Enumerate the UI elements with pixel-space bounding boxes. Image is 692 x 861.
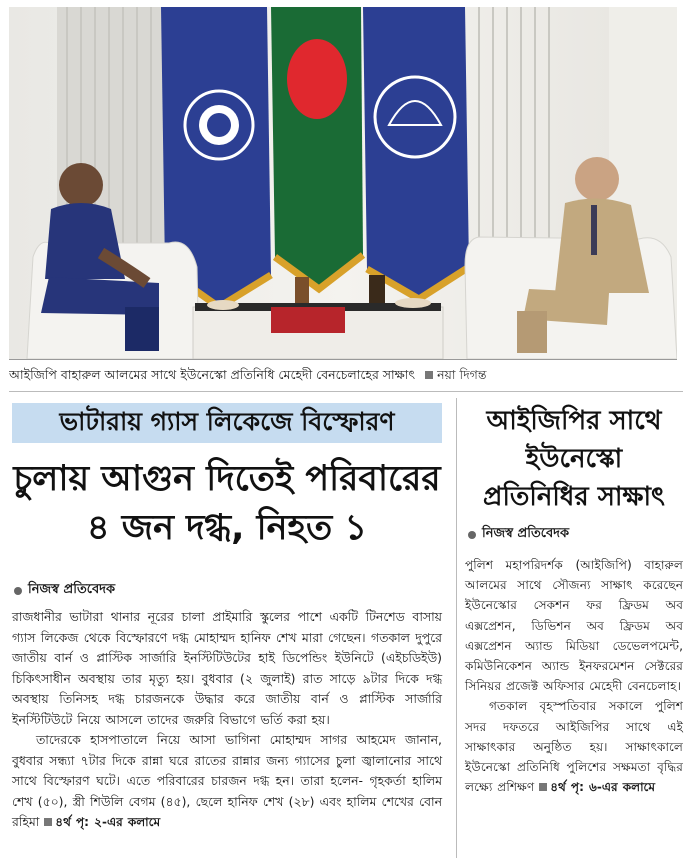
right-headline-line-3: প্রতিনিধির সাক্ষাৎ [483,482,665,512]
right-jump-text: ৪র্থ পৃ: ৬-এর কলামে [550,780,656,795]
horizontal-divider [9,391,683,392]
left-byline [14,580,115,601]
right-jump-link[interactable] [539,780,655,794]
photo-caption [9,366,685,384]
photo-credit: নয়া দিগন্ত [437,367,487,382]
news-photo [9,7,677,360]
bullet-icon [14,587,22,595]
kicker-text: ভাটারায় গ্যাস লিকেজে বিস্ফোরণ [59,406,395,436]
credit-square-icon [425,371,433,379]
left-jump-link[interactable] [44,815,160,829]
flag-police-right [363,7,469,299]
left-paragraph-1: রাজধানীর ভাটারা থানার নূরের চালা প্রাইমারি স্কুলের পাশে একটি টিনশেড বাসায় গ্যাস লিকেজ থেকে বিস্ফোরণে দগ্ধ মোহাম্মদ হানিফ শেখ মারা গেছেন। গতকাল দুপুরে জাতীয় বার্ন ও প্লাস্টিক সার্জারি ইনস্টিটিউটের হাই ডিপেন্ডিং ইউনিটে (এইচডিইউ) চিকিৎসাধীন অবস্থায় তার মৃত্যু হয়। বুধবার (২ জুলাই) রাত সাড়ে ৯টার দিকে দগ্ধ অবস্থায় তিনিসহ দগ্ধ চারজনকে উদ্ধার করে জাতীয় বার্ন ও প্লাস্টিক সার্জারি ইনস্টিটিউটে নিয়ে আসলে তাদের জরুরি বিভাগে ভর্তি করা হয়। [12,609,442,727]
caption-text: আইজিপি বাহারুল আলমের সাথে ইউনেস্কো প্রতিনিধি মেহেদী বেনচেলাহের সাক্ষাৎ [9,367,416,382]
bullet-icon [468,531,476,539]
right-headline-line-2: ইউনেস্কো [525,444,623,474]
jump-square-icon [539,783,547,791]
right-paragraph-2 [465,696,683,797]
right-byline [468,524,569,545]
jump-square-icon [44,818,52,826]
right-article-body [465,555,683,797]
right-byline-text: নিজস্ব প্রতিবেদক [482,526,570,541]
left-jump-text: ৪র্থ পৃ: ২-এর কলামে [55,815,161,829]
kicker-banner [12,403,442,443]
headline-line-1: চুলায় আগুন দিতেই পরিবারের [13,459,441,499]
right-headline-line-1: আইজিপির সাথে [486,406,662,436]
headline-line-2: ৪ জন দগ্ধ, নিহত ১ [86,508,368,548]
left-paragraph-2-text: তাদেরকে হাসপাতালে নিয়ে আসা ভাগিনা মোহাম্মদ সাগর আহমেদ জানান, বুধবার সন্ধ্যা ৭টার দিকে রান্না ঘরে রাতের রান্নার জন্য গ্যাসের চুলা জ্বালানোর সাথে সাথে বিস্ফোরণ ঘটে। এতে পরিবারের চারজন দগ্ধ হন। তারা হলেন- গৃহকর্তা হালিম শেখ (৫০), স্ত্রী শিউলি বেগম (৪৫), ছেলে হানিফ শেখ (২৮) এবং হালিম শেখের বোন রহিমা [12,732,442,829]
right-paragraph-1: পুলিশ মহাপরিদর্শক (আইজিপি) বাহারুল আলমের সাথে সৌজন্য সাক্ষাৎ করেছেন ইউনেস্কোর সেকশন ফর ফ্রিডম অব এক্সপ্রেশন, ডিভিশন অব ফ্রিডম অব এক্সপ্রেশন অ্যান্ড মিডিয়া ডেভেলপমেন্ট, কমিউনিকেশন অ্যান্ড ইনফরমেশন সেক্টরের সিনিয়র প্রজেক্ট অফিসার মেহেদী বেনচেলাহ। [465,558,683,694]
right-paragraph-2-text: গতকাল বৃহস্পতিবার সকালে পুলিশ সদর দফতরে আইজিপির সাথে এই সাক্ষাৎকার অনুষ্ঠিত হয়। সাক্ষাৎকালে ইউনেস্কো প্রতিনিধি পুলিশের সক্ষমতা বৃদ্ধির লক্ষ্যে প্রশিক্ষণ [465,699,683,795]
left-article-body [12,607,442,833]
left-paragraph-2 [12,730,442,833]
main-headline[interactable] [12,455,442,553]
left-byline-text: নিজস্ব প্রতিবেদক [28,582,116,597]
column-divider [456,398,457,858]
flag-bangladesh [271,7,363,289]
meeting-photo-illustration [9,7,677,359]
right-headline[interactable] [465,402,683,516]
